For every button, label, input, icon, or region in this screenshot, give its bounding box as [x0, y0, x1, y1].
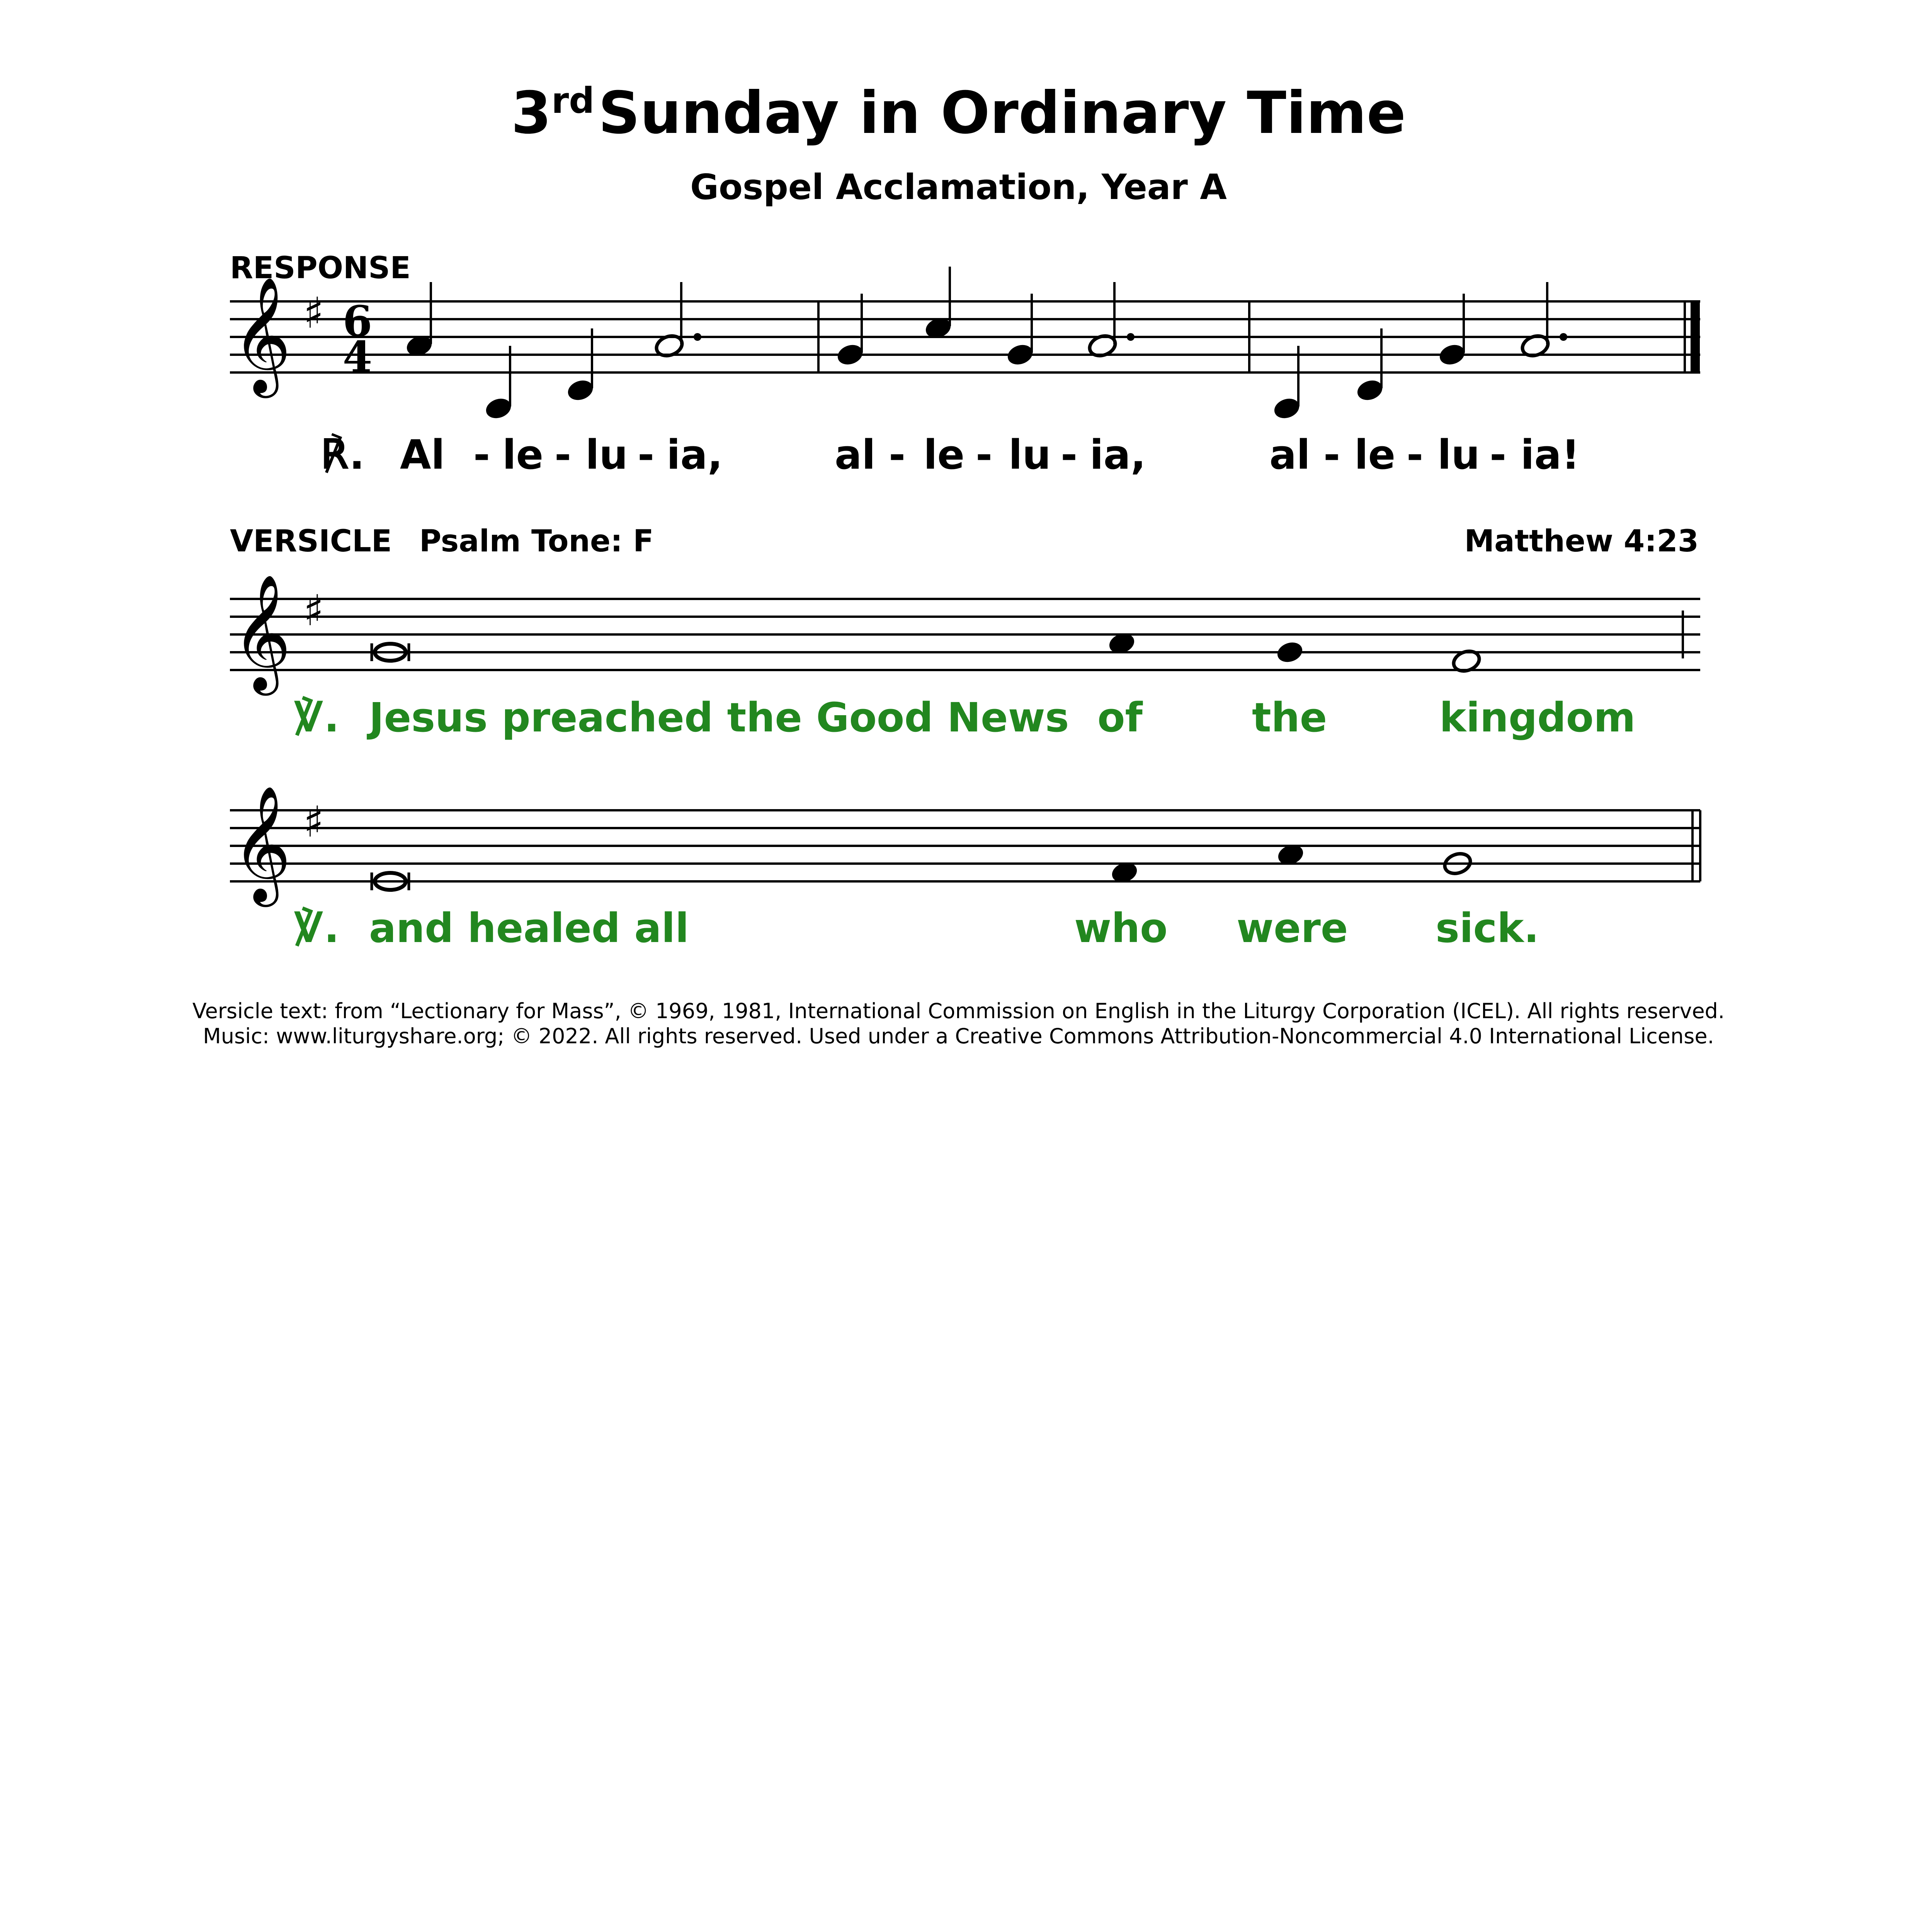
note [1437, 294, 1467, 368]
response-staff [230, 301, 1700, 372]
lyric-syllable: lu [1009, 431, 1051, 478]
lyric-hyphen: - [638, 431, 655, 478]
treble-clef-icon [232, 785, 291, 908]
versicle-text: and healed all [369, 905, 689, 952]
lyric-hyphen: - [473, 431, 490, 478]
note [923, 267, 953, 341]
lyric-syllable: lu [585, 431, 628, 478]
svg-text:𝄞: 𝄞 [232, 276, 291, 393]
lyric-syllable: lu [1437, 431, 1480, 478]
license-line: Music: www.liturgyshare.org; © 2022. All rights reserved. Used under a Creative Commons Attribution-Noncommercial 4.0 International License. [203, 1024, 1714, 1048]
lyric-syllable: al [835, 431, 876, 478]
svg-text:𝄞: 𝄞 [232, 574, 291, 690]
note [565, 328, 595, 403]
note [404, 282, 434, 359]
page-title: 3rdSunday in Ordinary Time [511, 80, 1406, 147]
svg-text:♯: ♯ [303, 586, 324, 635]
lyric-syllable: le [1354, 431, 1396, 478]
lyric-syllable: Al [400, 431, 445, 478]
svg-text:𝄞: 𝄞 [232, 785, 291, 902]
lyric-syllable: le [924, 431, 965, 478]
note [1355, 328, 1385, 403]
lyric-syllable: ia, [667, 431, 723, 478]
versicle-word: sick. [1436, 905, 1539, 952]
versicle-symbol: ℣. [294, 905, 340, 952]
svg-text:4: 4 [342, 332, 373, 382]
lyric-syllable: ia! [1521, 431, 1580, 478]
treble-clef-icon [232, 276, 291, 399]
lyric-hyphen: - [976, 431, 993, 478]
versicle-text: Jesus preached the Good News [369, 694, 1069, 741]
versicle-staff-2 [230, 810, 1700, 881]
lyric-hyphen: - [1490, 431, 1507, 478]
sharp-icon [303, 797, 324, 847]
svg-text:6: 6 [342, 296, 373, 346]
lyric-hyphen: - [1407, 431, 1424, 478]
versicle-word: were [1237, 905, 1348, 952]
versicle-word: the [1252, 694, 1327, 741]
lyric-hyphen: - [1323, 431, 1340, 478]
note [1005, 294, 1035, 368]
copyright-line: Versicle text: from “Lectionary for Mass”, © 1969, 1981, International Commission on English in the Liturgy Corporation (ICEL). All rights reserved. [192, 999, 1725, 1023]
note-dotted-half [654, 282, 701, 359]
lyric-hyphen: - [889, 431, 906, 478]
note [1275, 639, 1305, 665]
versicle-word: who [1074, 905, 1168, 952]
note-dotted-half [1087, 282, 1135, 359]
versicle-heading: VERSICLE [230, 524, 392, 559]
note [835, 294, 865, 368]
psalm-tone-label: Psalm Tone: F [419, 524, 654, 559]
response-symbol: ℟. [321, 431, 365, 478]
time-signature [343, 296, 373, 382]
sharp-icon [303, 288, 324, 338]
treble-clef-icon [232, 574, 291, 696]
sharp-icon [303, 586, 324, 635]
lyric-syllable: le [502, 431, 544, 478]
note [483, 346, 514, 422]
page-subtitle: Gospel Acclamation, Year A [690, 167, 1227, 207]
versicle-word: of [1097, 694, 1143, 741]
versicle-word: kingdom [1439, 694, 1636, 741]
versicle-symbol: ℣. [294, 694, 340, 741]
svg-text:♯: ♯ [303, 288, 324, 338]
lyric-syllable: al [1269, 431, 1310, 478]
scripture-reference: Matthew 4:23 [1464, 524, 1699, 559]
lyric-hyphen: - [1061, 431, 1078, 478]
final-barline [1691, 301, 1700, 372]
lyric-syllable: ia, [1090, 431, 1146, 478]
note [1272, 346, 1302, 422]
response-heading: RESPONSE [230, 251, 411, 286]
note-dotted-half [1520, 282, 1567, 359]
svg-text:♯: ♯ [303, 797, 324, 847]
lyric-hyphen: - [555, 431, 572, 478]
